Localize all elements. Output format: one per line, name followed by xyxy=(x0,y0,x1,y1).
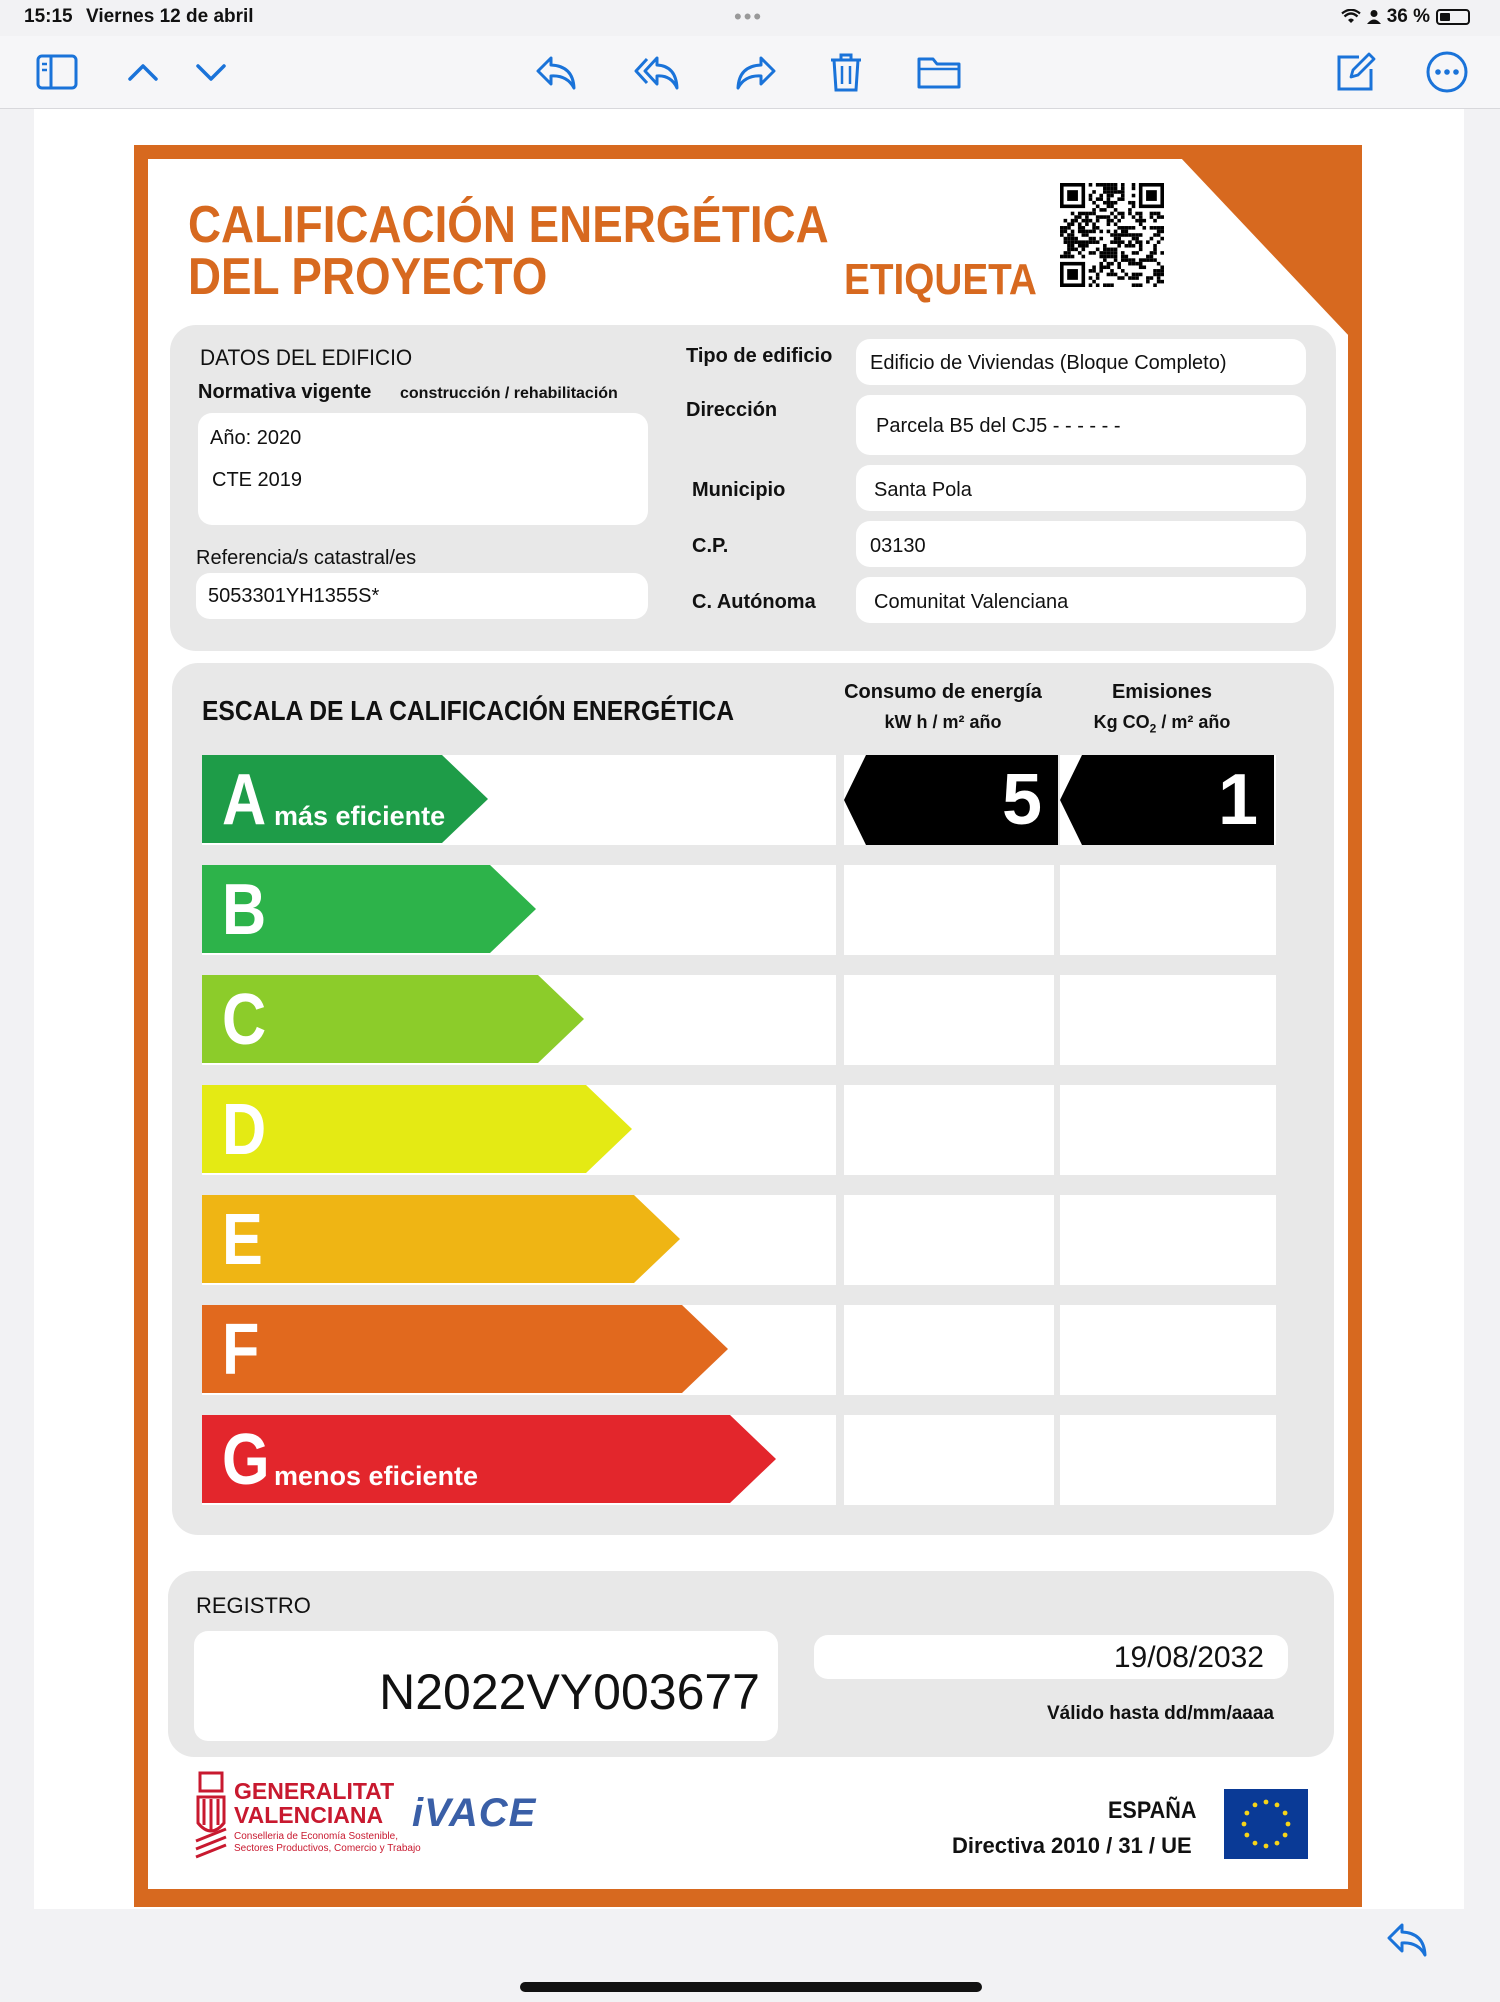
emisiones-cell xyxy=(1060,975,1276,1065)
grade-caption: más eficiente xyxy=(274,801,446,831)
valid-date: 19/08/2032 xyxy=(1113,1641,1264,1674)
grade-a-arrow xyxy=(202,755,488,843)
reply-all-icon xyxy=(633,49,679,95)
reply-icon xyxy=(1384,1916,1430,1962)
grade-e-arrow xyxy=(202,1195,680,1283)
status-bar xyxy=(0,0,1500,36)
forward-icon xyxy=(733,49,779,95)
status-date: Viernes 12 de abril xyxy=(86,6,254,27)
tipo-edificio-label: Tipo de edificio xyxy=(686,345,833,367)
mail-toolbar xyxy=(0,36,1500,109)
normativa-year: Año: 2020 xyxy=(210,427,302,449)
registro-label: REGISTRO xyxy=(196,1593,311,1618)
valid-date-label: Válido hasta dd/mm/aaaa xyxy=(1046,1703,1274,1724)
more-icon xyxy=(1424,49,1470,95)
normativa-sub-label: construcción / rehabilitación xyxy=(400,385,618,402)
reply-all-button[interactable] xyxy=(630,46,682,98)
direccion-label: Dirección xyxy=(686,399,778,421)
direccion-field xyxy=(856,395,1306,455)
chevron-down-icon xyxy=(188,49,234,95)
grade-letter: B xyxy=(222,870,267,950)
registro-number-field xyxy=(194,1631,778,1741)
compose-button[interactable] xyxy=(1330,46,1382,98)
energy-scale-panel xyxy=(172,663,1334,1535)
energy-label xyxy=(134,145,1362,1907)
autonoma-field xyxy=(856,577,1306,623)
consumo-cell xyxy=(844,865,1054,955)
status-time: 15:15 xyxy=(24,6,73,27)
grade-letter: F xyxy=(222,1310,260,1390)
home-indicator[interactable] xyxy=(520,1982,982,1992)
autonoma-label: C. Autónoma xyxy=(692,591,816,613)
consumo-cell xyxy=(844,975,1054,1065)
battery-icon xyxy=(1436,9,1470,25)
grade-f-arrow xyxy=(202,1305,728,1393)
battery-percent: 36 % xyxy=(1386,6,1430,27)
consumo-column-header xyxy=(838,677,1048,737)
emisiones-cell xyxy=(1060,1305,1276,1395)
grade-c-arrow xyxy=(202,975,584,1063)
building-section-title: DATOS DEL EDIFICIO xyxy=(200,345,413,370)
sidebar-icon xyxy=(34,49,80,95)
energy-label-inner xyxy=(148,159,1348,1889)
municipio-label: Municipio xyxy=(692,479,786,501)
consumo-cell xyxy=(844,1085,1054,1175)
grade-letter: A xyxy=(222,760,267,840)
directiva-label: Directiva 2010 / 31 / UE xyxy=(952,1833,1192,1858)
valid-date-field xyxy=(814,1635,1288,1679)
direccion-value: Parcela B5 del CJ5 - - - - - - xyxy=(876,415,1121,437)
normativa-field xyxy=(198,413,648,525)
consumo-rating-value: 5 xyxy=(1001,760,1042,840)
consumo-cell xyxy=(844,1305,1054,1395)
cp-label: C.P. xyxy=(692,535,729,557)
registro-number: N2022VY003677 xyxy=(379,1664,760,1720)
consumo-rating-indicator xyxy=(844,755,1058,845)
status-right xyxy=(1341,6,1470,28)
generalitat-logo xyxy=(194,1769,434,1879)
autonoma-value: Comunitat Valenciana xyxy=(874,591,1069,613)
cp-value: 03130 xyxy=(870,535,926,557)
emisiones-cell xyxy=(1060,865,1276,955)
ref-catastral-field xyxy=(196,573,648,619)
grade-caption: menos eficiente xyxy=(274,1461,479,1491)
trash-button[interactable] xyxy=(820,46,872,98)
forward-button[interactable] xyxy=(730,46,782,98)
emisiones-cell xyxy=(1060,1085,1276,1175)
label-title-line1: CALIFICACIÓN ENERGÉTICA xyxy=(188,196,829,254)
consumo-units: kW h / m² año xyxy=(884,712,1002,732)
consumo-cell xyxy=(844,1195,1054,1285)
cp-field xyxy=(856,521,1306,567)
grade-letter: G xyxy=(222,1420,270,1500)
sidebar-toggle-button[interactable] xyxy=(31,46,83,98)
generalitat-emblem-icon xyxy=(194,1769,228,1865)
espana-label: ESPAÑA xyxy=(1108,1797,1197,1824)
emisiones-cell xyxy=(1060,1415,1276,1505)
generalitat-subtext: Conselleria de Economía Sostenible, Sectores Productivos, Comercio y Trabajo xyxy=(234,1831,421,1854)
emisiones-column-header xyxy=(1054,677,1270,744)
multitasking-dots-icon[interactable]: ••• xyxy=(734,4,764,29)
generalitat-text: GENERALITAT VALENCIANA xyxy=(234,1778,395,1828)
grade-letter: E xyxy=(222,1200,263,1280)
folder-icon xyxy=(916,49,962,95)
bottom-reply-button[interactable] xyxy=(1384,1916,1436,1968)
compose-icon xyxy=(1333,49,1379,95)
building-data-panel xyxy=(170,325,1336,651)
eu-flag-icon xyxy=(1224,1789,1308,1859)
normativa-cte: CTE 2019 xyxy=(212,469,303,491)
move-folder-button[interactable] xyxy=(913,46,965,98)
label-title-line2: DEL PROYECTO xyxy=(188,248,548,306)
corner-triangle xyxy=(1180,159,1348,337)
consumo-heading: Consumo de energía xyxy=(844,681,1042,703)
tipo-edificio-field xyxy=(856,339,1306,385)
grade-g-arrow xyxy=(202,1415,776,1503)
etiqueta-heading: ETIQUETA xyxy=(844,255,1037,304)
trash-icon xyxy=(823,49,869,95)
registro-panel xyxy=(168,1571,1334,1757)
emisiones-heading: Emisiones xyxy=(1111,681,1213,703)
emisiones-units: Kg $CO_2 / m^2$ año xyxy=(1093,712,1231,736)
grade-b-arrow xyxy=(202,865,536,953)
emisiones-rating-indicator xyxy=(1060,755,1274,845)
ivace-logo: iVACE xyxy=(412,1791,537,1835)
grade-d-arrow xyxy=(202,1085,632,1173)
emisiones-cell xyxy=(1060,1195,1276,1285)
previous-message-button[interactable] xyxy=(117,46,169,98)
qr-code-icon xyxy=(1060,183,1164,287)
chevron-up-icon xyxy=(120,49,166,95)
grade-letter: D xyxy=(222,1090,267,1170)
ref-catastral-value: 5053301YH1355S* xyxy=(208,585,380,607)
ref-catastral-label: Referencia/s catastral/es xyxy=(196,547,417,569)
municipio-value: Santa Pola xyxy=(874,479,972,501)
tipo-edificio-value: Edificio de Viviendas (Bloque Completo) xyxy=(870,352,1227,374)
normativa-label: Normativa vigente xyxy=(198,381,372,403)
wifi-icon xyxy=(1341,9,1361,25)
municipio-field xyxy=(856,465,1306,511)
more-actions-button[interactable] xyxy=(1421,46,1473,98)
consumo-cell xyxy=(844,1415,1054,1505)
grade-letter: C xyxy=(222,980,267,1060)
scale-title: ESCALA DE LA CALIFICACIÓN ENERGÉTICA xyxy=(202,695,735,726)
emisiones-rating-value: 1 xyxy=(1217,760,1258,840)
person-icon xyxy=(1367,9,1381,25)
next-message-button[interactable] xyxy=(185,46,237,98)
reply-button[interactable] xyxy=(530,46,582,98)
reply-icon xyxy=(533,49,579,95)
